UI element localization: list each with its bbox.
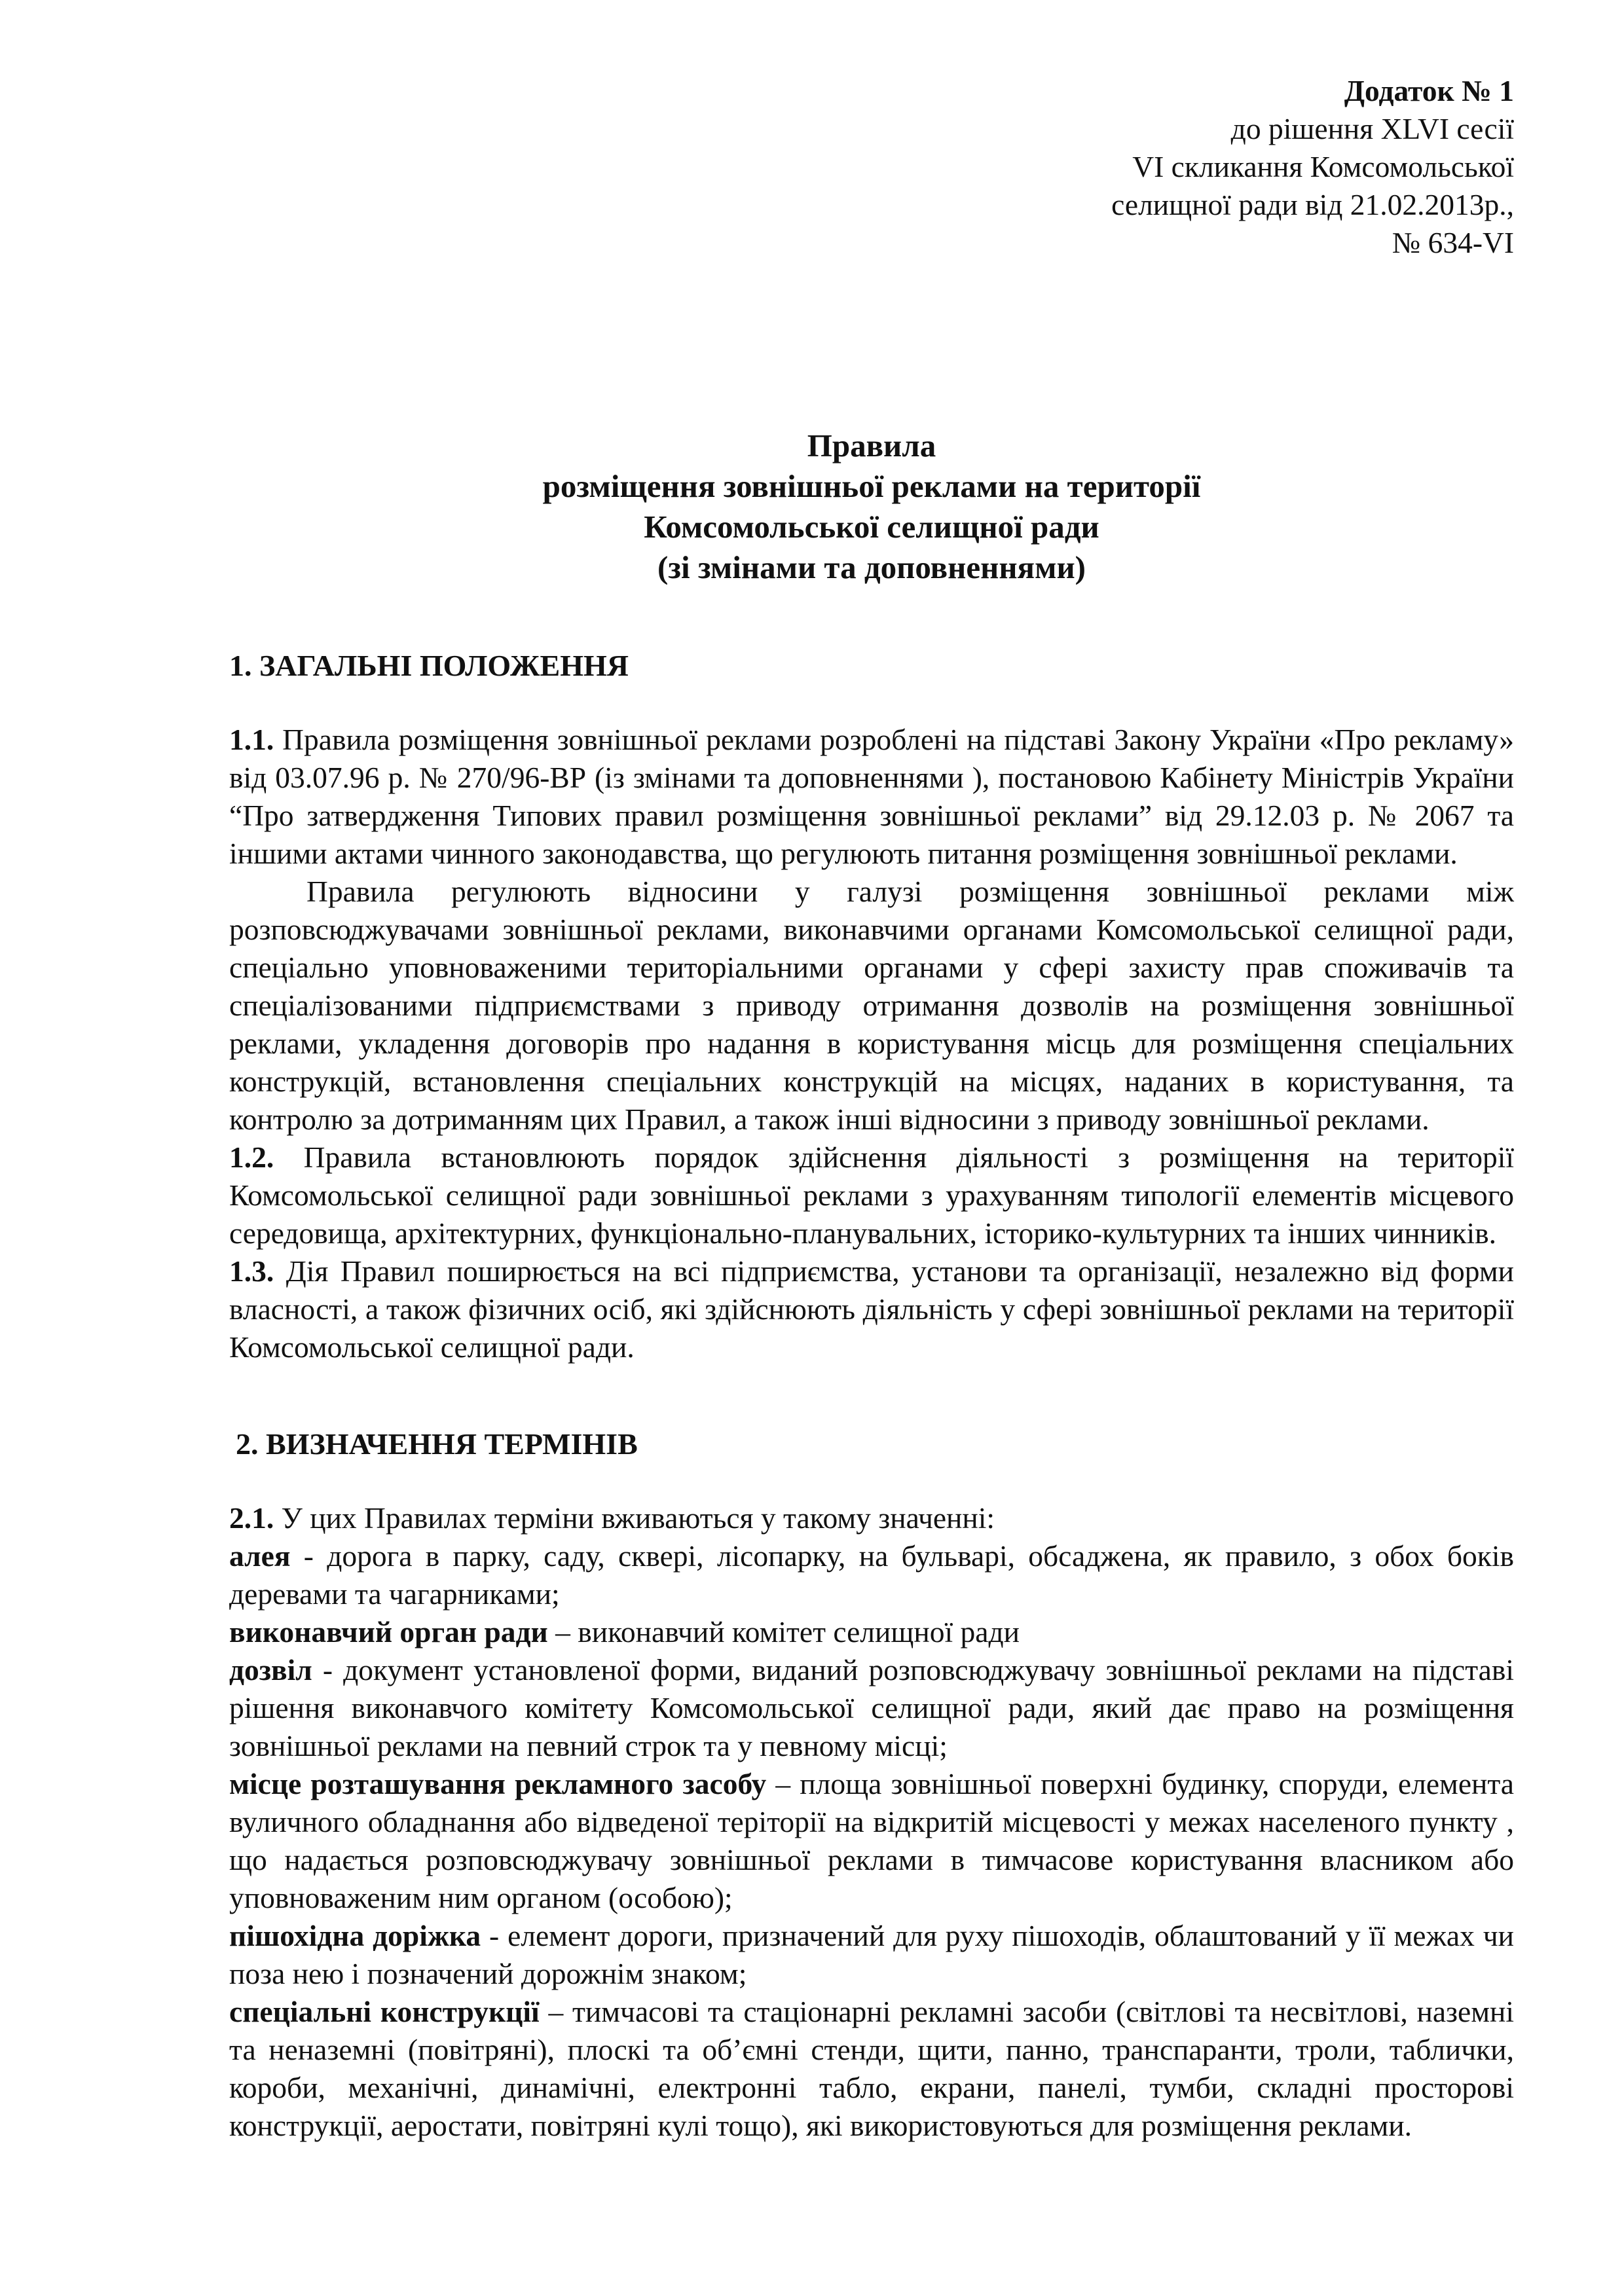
term-definition — [229, 1613, 1514, 1651]
paragraph-1-1 — [229, 721, 1514, 873]
appendix-number: Додаток № 1 — [1344, 74, 1514, 107]
document-title — [229, 426, 1514, 588]
definition: - дорога в парку, саду, сквері, лісопарку, на бульварі, обсаджена, як правило, з обох боків деревами та чагарниками; — [229, 1539, 1514, 1611]
paragraph-text: У цих Правилах терміни вживаються у такому значенні: — [274, 1501, 995, 1535]
paragraph-text: Правила розміщення зовнішньої реклами розроблені на підставі Закону України «Про рекламу» від 03.07.96 р. № 270/96-ВР (із змінами та доповненнями ), постановою Кабінету Міністрів України “Про затвердження Типових правил розміщення зовнішньої реклами” від 29.12.03 р. № 2067 та іншими актами чинного законодавства, що регулюють питання розміщення зовнішньої реклами. — [229, 723, 1514, 870]
paragraph-number: 2.1. — [229, 1501, 274, 1535]
paragraph-1-2 — [229, 1139, 1514, 1252]
term: спеціальні конструкції — [229, 1995, 540, 2028]
appendix-decision-line: до рішення XLVI сесії — [1230, 112, 1514, 145]
appendix-convocation-line: VI скликання Комсомольської — [1132, 150, 1514, 183]
paragraph-text: Правила встановлюють порядок здійснення діяльності з розміщення на території Комсомольської селищної ради зовнішньої реклами з урахуванням типології елементів місцевого середовища, архітектурних, функціонально-планувальних, історико-культурних та інших чинників. — [229, 1140, 1514, 1250]
appendix-decision-number: № 634-VI — [1392, 226, 1514, 259]
term: місце розташування рекламного засобу — [229, 1767, 767, 1800]
paragraph-number: 1.1. — [229, 723, 274, 756]
term-definition — [229, 1917, 1514, 1993]
paragraph-number: 1.2. — [229, 1140, 274, 1174]
paragraph-1-3 — [229, 1252, 1514, 1366]
term-definition — [229, 1993, 1514, 2145]
term: алея — [229, 1539, 291, 1573]
definition: - документ установленої форми, виданий розповсюджувачу зовнішньої реклами на підставі рішення виконавчого комітету Комсомольської селищної ради, який дає право на розміщення зовнішньої реклами на певний строк та у певному місці; — [229, 1653, 1514, 1762]
term: дозвіл — [229, 1653, 312, 1686]
term: виконавчий орган ради — [229, 1615, 548, 1649]
term-definition — [229, 1765, 1514, 1917]
title-line-2: розміщення зовнішньої реклами на території — [542, 468, 1201, 504]
title-line-4: (зі змінами та доповненнями) — [657, 549, 1086, 585]
paragraph-2-1 — [229, 1499, 1514, 1537]
document-page — [229, 72, 1514, 2145]
definition: - елемент дороги, призначений для руху пішоходів, облаштований у її межах чи поза нею і позначений дорожнім знаком; — [229, 1919, 1515, 1990]
title-line-3: Комсомольської селищної ради — [644, 509, 1099, 545]
term-definition — [229, 1537, 1514, 1613]
definition: – тимчасові та стаціонарні рекламні засоби (світлові та несвітлові, наземні та неназемні (повітряні), плоскі та об’ємні стенди, щити, панно, транспаранти, троли, таблички, короби, механічні, динамічні, електронні табло, екрани, панелі, тумби, складні просторові конструкції, аеростати, повітряні кулі тощо), які використовуються для розміщення реклами. — [229, 1995, 1514, 2142]
appendix-date-line: селищної ради від 21.02.2013р., — [1111, 188, 1514, 221]
section-1-heading: 1. ЗАГАЛЬНІ ПОЛОЖЕННЯ — [229, 649, 629, 682]
appendix-header — [229, 72, 1514, 262]
term-definition — [229, 1651, 1514, 1765]
definition: – виконавчий комітет селищної ради — [547, 1615, 1020, 1649]
definition: – площа зовнішньої поверхні будинку, споруди, елемента вуличного обладнання або відведеної теріторії на відкритій місцевості у межах населеного пункту , що надається розповсюджувачу зовнішньої реклами в тимчасове користування власником або уповноваженим ним органом (особою); — [229, 1767, 1515, 1914]
paragraph-text: Дія Правил поширюється на всі підприємства, установи та організації, незалежно від форми власності, а також фізичних осіб, які здійснюють діяльність у сфері зовнішньої реклами на території Комсомольської селищної ради. — [229, 1254, 1514, 1364]
section-2-heading: 2. ВИЗНАЧЕННЯ ТЕРМІНІВ — [236, 1427, 638, 1461]
paragraph-1-1-continued: Правила регулюють відносини у галузі розміщення зовнішньої реклами між розповсюджувачами зовнішньої реклами, виконавчими органами Комсомольської селищної ради, спеціально уповноваженими територіальними органами у сфері захисту прав споживачів та спеціалізованими підприємствами з приводу отримання дозволів на розміщення зовнішньої реклами, укладення договорів про надання в користування місць для розміщення спеціальних конструкцій, встановлення спеціальних конструкцій на місцях, наданих в користування, та контролю за дотриманням цих Правил, а також інші відносини з приводу зовнішньої реклами. — [229, 875, 1514, 1136]
paragraph-number: 1.3. — [229, 1254, 274, 1288]
title-line-1: Правила — [807, 428, 936, 464]
term: пішохідна доріжка — [229, 1919, 481, 1952]
